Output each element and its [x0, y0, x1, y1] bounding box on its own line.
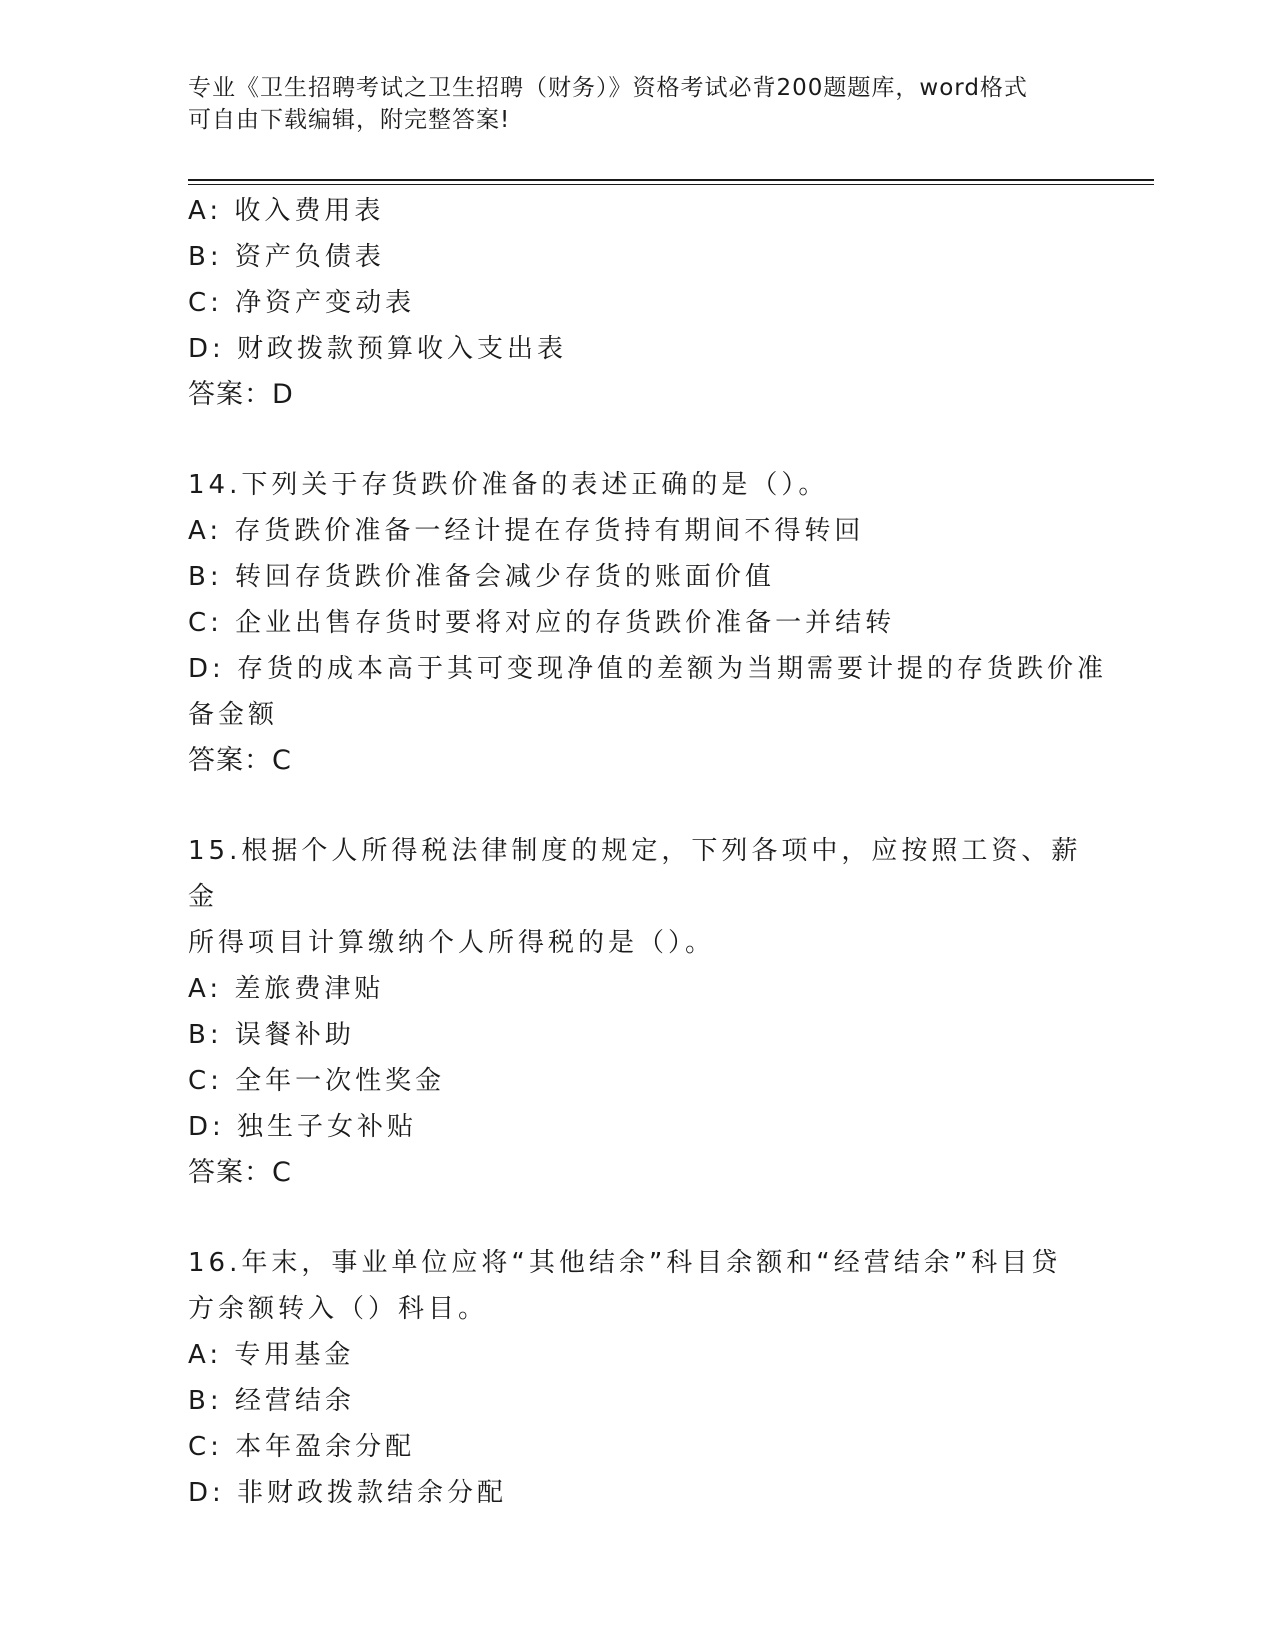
- option-a: A: 差旅费津贴: [188, 974, 385, 1004]
- option-c: C: 本年盈余分配: [188, 1432, 416, 1462]
- question-16: [188, 1240, 1088, 1516]
- header-title-line1: 专业《卫生招聘考试之卫生招聘（财务）》资格考试必背200题题库，word格式: [188, 75, 1028, 101]
- answer: 答案：D: [188, 379, 294, 410]
- option-a: A: 专用基金: [188, 1340, 355, 1370]
- spacer: [188, 1196, 1088, 1240]
- option-b: B: 误餐补助: [188, 1020, 355, 1050]
- spacer: [188, 784, 1088, 828]
- question-stem: 16.年末，事业单位应将“其他结余”科目余额和“经营结余”科目贷: [188, 1248, 1062, 1278]
- option-d: D: 财政拨款预算收入支出表: [188, 334, 568, 364]
- answer: 答案：C: [188, 1157, 292, 1188]
- option-c: C: 企业出售存货时要将对应的存货跌价准备一并结转: [188, 608, 896, 638]
- document-header: [188, 72, 1068, 136]
- option-c: C: 净资产变动表: [188, 288, 416, 318]
- question-13: [188, 188, 1088, 418]
- answer: 答案：C: [188, 745, 292, 776]
- option-b: B: 转回存货跌价准备会减少存货的账面价值: [188, 562, 775, 592]
- option-b: B: 经营结余: [188, 1386, 355, 1416]
- question-stem: 15.根据个人所得税法律制度的规定，下列各项中，应按照工资、薪金: [188, 836, 1082, 912]
- question-15: [188, 828, 1088, 1196]
- header-divider-thick: [188, 179, 1154, 181]
- question-stem-continued: 方余额转入（）科目。: [188, 1294, 489, 1324]
- question-14: [188, 462, 1108, 784]
- option-d: D: 非财政拨款结余分配: [188, 1478, 508, 1508]
- option-d: D: 独生子女补贴: [188, 1112, 418, 1142]
- option-a: A: 存货跌价准备一经计提在存货持有期间不得转回: [188, 516, 865, 546]
- header-divider-thin: [188, 184, 1154, 185]
- question-stem: 14.下列关于存货跌价准备的表述正确的是（）。: [188, 470, 829, 500]
- option-b: B: 资产负债表: [188, 242, 385, 272]
- option-c: C: 全年一次性奖金: [188, 1066, 446, 1096]
- question-list: [188, 188, 1108, 1516]
- option-d-continued: 备金额: [188, 700, 279, 730]
- option-d: D: 存货的成本高于其可变现净值的差额为当期需要计提的存货跌价准: [188, 654, 1108, 684]
- question-stem-continued: 所得项目计算缴纳个人所得税的是（）。: [188, 928, 716, 958]
- spacer: [188, 418, 1088, 462]
- option-a: A: 收入费用表: [188, 196, 385, 226]
- header-title-line2: 可自由下载编辑，附完整答案!: [188, 107, 511, 133]
